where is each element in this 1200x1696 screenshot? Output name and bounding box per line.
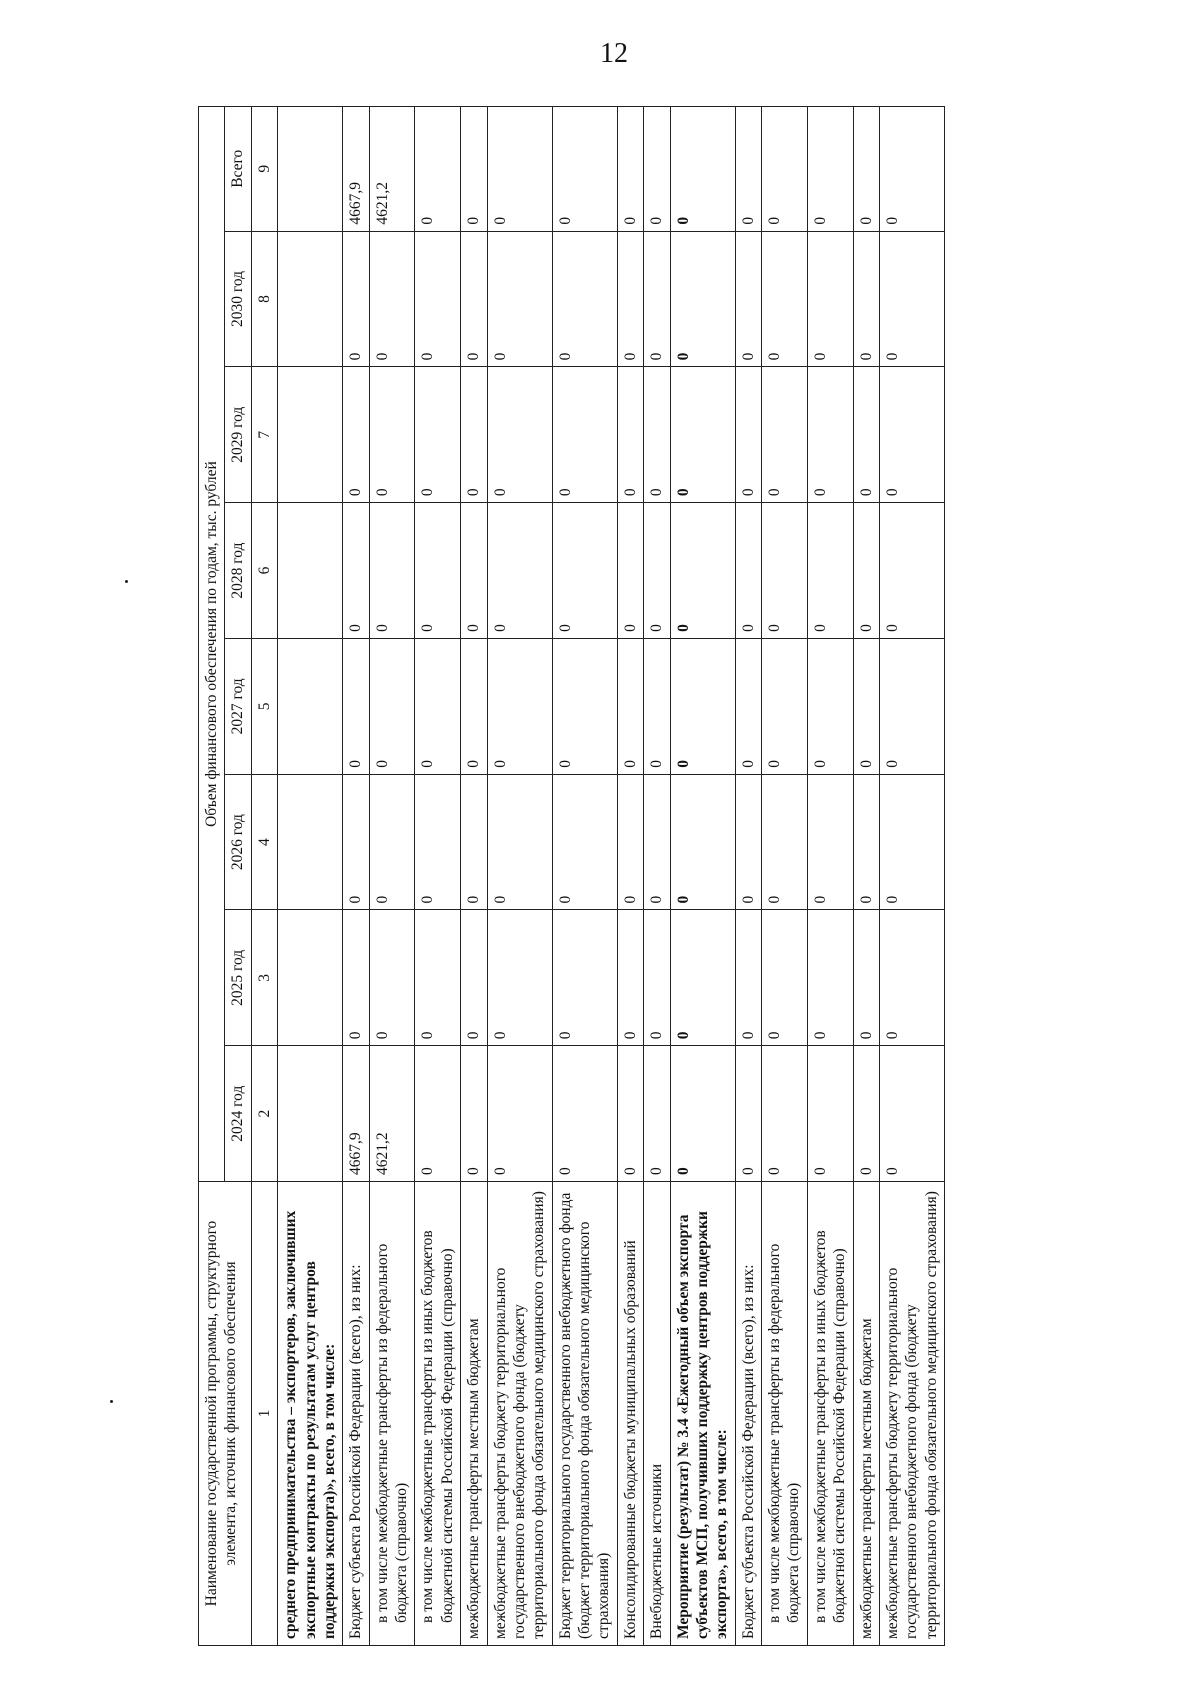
value-cell: 0 bbox=[644, 910, 670, 1046]
header-year-4: 2028 год bbox=[225, 503, 251, 639]
value-cell: 0 bbox=[461, 774, 487, 910]
value-cell: 0 bbox=[415, 503, 461, 639]
row-name-cell: Бюджет субъекта Российской Федерации (всего), из них: bbox=[343, 1182, 369, 1646]
value-cell: 0 bbox=[617, 1046, 643, 1182]
header-column-number: 8 bbox=[251, 231, 277, 367]
value-cell: 0 bbox=[343, 367, 369, 503]
header-column-number: 5 bbox=[251, 638, 277, 774]
value-cell: 0 bbox=[853, 1046, 879, 1182]
value-cell: 4667,9 bbox=[343, 1046, 369, 1182]
value-cell: 0 bbox=[343, 774, 369, 910]
header-year-6: 2030 год bbox=[225, 231, 251, 367]
header-year-2: 2026 год bbox=[225, 774, 251, 910]
landscape-page bbox=[198, 106, 1200, 1646]
value-cell: 0 bbox=[735, 1046, 761, 1182]
value-cell: 0 bbox=[461, 367, 487, 503]
header-column-number: 1 bbox=[251, 1182, 277, 1646]
value-cell: 0 bbox=[735, 107, 761, 232]
value-cell: 0 bbox=[487, 910, 552, 1046]
value-cell: 4621,2 bbox=[369, 107, 415, 232]
value-cell: 0 bbox=[343, 910, 369, 1046]
header-volume: Объем финансового обеспечения по годам, тыс. рублей bbox=[199, 107, 225, 1182]
value-cell: 0 bbox=[415, 774, 461, 910]
value-cell: 4667,9 bbox=[343, 107, 369, 232]
header-name-column: Наименование государственной программы, структурного элемента, источник финансового обеспечения bbox=[199, 1182, 252, 1646]
value-cell: 0 bbox=[853, 503, 879, 639]
row-name-cell: межбюджетные трансферты местным бюджетам bbox=[461, 1182, 487, 1646]
value-cell: 0 bbox=[853, 774, 879, 910]
value-cell: 0 bbox=[343, 503, 369, 639]
table-row bbox=[461, 107, 487, 1646]
value-cell: 0 bbox=[617, 774, 643, 910]
table-row bbox=[552, 107, 617, 1646]
value-cell: 0 bbox=[644, 503, 670, 639]
value-cell: 0 bbox=[670, 231, 735, 367]
value-cell: 0 bbox=[617, 367, 643, 503]
value-cell: 0 bbox=[807, 638, 853, 774]
header-column-number: 7 bbox=[251, 367, 277, 503]
header-column-number: 2 bbox=[251, 1046, 277, 1182]
value-cell bbox=[278, 503, 343, 639]
value-cell: 0 bbox=[853, 367, 879, 503]
value-cell: 0 bbox=[487, 1046, 552, 1182]
value-cell: 0 bbox=[853, 231, 879, 367]
header-year-3: 2027 год bbox=[225, 638, 251, 774]
table-row bbox=[278, 107, 343, 1646]
value-cell: 0 bbox=[670, 367, 735, 503]
value-cell: 0 bbox=[369, 231, 415, 367]
rotated-table-container bbox=[198, 106, 1200, 1646]
row-name-cell: межбюджетные трансферты бюджету территориального государственного внебюджетного фонда (бюджету территориального фонда обязательного медицинского страхования) bbox=[879, 1182, 944, 1646]
value-cell: 0 bbox=[644, 231, 670, 367]
value-cell: 0 bbox=[879, 910, 944, 1046]
value-cell: 0 bbox=[644, 367, 670, 503]
page-number: 12 bbox=[600, 38, 628, 69]
value-cell: 0 bbox=[552, 503, 617, 639]
value-cell: 0 bbox=[617, 107, 643, 232]
value-cell: 0 bbox=[762, 774, 808, 910]
value-cell: 0 bbox=[670, 638, 735, 774]
value-cell: 0 bbox=[762, 910, 808, 1046]
value-cell: 0 bbox=[807, 910, 853, 1046]
header-column-numbers-row bbox=[251, 107, 277, 1646]
value-cell: 0 bbox=[644, 107, 670, 232]
row-name-cell: Консолидированные бюджеты муниципальных образований bbox=[617, 1182, 643, 1646]
scan-speck bbox=[125, 580, 128, 583]
value-cell: 0 bbox=[552, 231, 617, 367]
value-cell: 0 bbox=[670, 910, 735, 1046]
value-cell: 0 bbox=[487, 638, 552, 774]
value-cell: 0 bbox=[807, 503, 853, 639]
value-cell: 0 bbox=[369, 638, 415, 774]
scan-speck bbox=[110, 1400, 113, 1403]
value-cell: 0 bbox=[879, 503, 944, 639]
value-cell: 0 bbox=[461, 638, 487, 774]
row-name-cell: в том числе межбюджетные трансферты из федерального бюджета (справочно) bbox=[369, 1182, 415, 1646]
value-cell: 0 bbox=[415, 638, 461, 774]
header-column-number: 6 bbox=[251, 503, 277, 639]
value-cell: 0 bbox=[879, 638, 944, 774]
table-row bbox=[644, 107, 670, 1646]
table-row bbox=[617, 107, 643, 1646]
value-cell: 0 bbox=[461, 231, 487, 367]
table-row bbox=[369, 107, 415, 1646]
value-cell: 0 bbox=[487, 503, 552, 639]
value-cell: 0 bbox=[487, 231, 552, 367]
value-cell: 0 bbox=[369, 910, 415, 1046]
value-cell: 0 bbox=[461, 503, 487, 639]
value-cell: 0 bbox=[735, 503, 761, 639]
value-cell: 0 bbox=[807, 774, 853, 910]
value-cell: 0 bbox=[853, 107, 879, 232]
table-row bbox=[343, 107, 369, 1646]
value-cell: 0 bbox=[807, 231, 853, 367]
value-cell: 0 bbox=[735, 910, 761, 1046]
value-cell: 0 bbox=[670, 774, 735, 910]
value-cell: 0 bbox=[644, 638, 670, 774]
value-cell: 0 bbox=[735, 367, 761, 503]
value-cell: 0 bbox=[343, 638, 369, 774]
value-cell: 0 bbox=[617, 638, 643, 774]
table-row bbox=[670, 107, 735, 1646]
value-cell: 0 bbox=[735, 231, 761, 367]
value-cell: 0 bbox=[415, 1046, 461, 1182]
value-cell: 0 bbox=[670, 1046, 735, 1182]
value-cell: 0 bbox=[879, 774, 944, 910]
value-cell: 0 bbox=[487, 774, 552, 910]
value-cell: 0 bbox=[369, 774, 415, 910]
row-name-cell: межбюджетные трансферты местным бюджетам bbox=[853, 1182, 879, 1646]
value-cell: 0 bbox=[552, 107, 617, 232]
value-cell: 0 bbox=[807, 107, 853, 232]
value-cell bbox=[278, 1046, 343, 1182]
value-cell bbox=[278, 910, 343, 1046]
value-cell: 0 bbox=[762, 1046, 808, 1182]
value-cell: 0 bbox=[762, 503, 808, 639]
row-name-cell: среднего предпринимательства – экспортеров, заключивших экспортные контракты по результатам услуг центров поддержки экспорта)», всего, в том числе: bbox=[278, 1182, 343, 1646]
value-cell: 0 bbox=[762, 367, 808, 503]
row-name-cell: в том числе межбюджетные трансферты из федерального бюджета (справочно) bbox=[762, 1182, 808, 1646]
row-name-cell: Мероприятие (результат) № 3.4 «Ежегодный объем экспорта субъектов МСП, получивших поддержку центров поддержки экспорта», всего, в том числе: bbox=[670, 1182, 735, 1646]
table-row bbox=[879, 107, 944, 1646]
value-cell: 0 bbox=[670, 107, 735, 232]
row-name-cell: Внебюджетные источники bbox=[644, 1182, 670, 1646]
row-name-cell: Бюджет территориального государственного внебюджетного фонда (бюджет территориального фонда обязательного медицинского страхования) bbox=[552, 1182, 617, 1646]
table-row bbox=[487, 107, 552, 1646]
table-row bbox=[735, 107, 761, 1646]
value-cell: 0 bbox=[369, 367, 415, 503]
value-cell: 0 bbox=[415, 231, 461, 367]
header-column-number: 3 bbox=[251, 910, 277, 1046]
value-cell: 0 bbox=[487, 107, 552, 232]
table-body bbox=[278, 107, 945, 1646]
row-name-cell: в том числе межбюджетные трансферты из иных бюджетов бюджетной системы Российской Федерации (справочно) bbox=[807, 1182, 853, 1646]
value-cell: 0 bbox=[461, 107, 487, 232]
header-year-5: 2029 год bbox=[225, 367, 251, 503]
value-cell: 0 bbox=[762, 231, 808, 367]
value-cell: 0 bbox=[552, 910, 617, 1046]
value-cell: 0 bbox=[552, 774, 617, 910]
header-year-7: Всего bbox=[225, 107, 251, 232]
header-column-number: 4 bbox=[251, 774, 277, 910]
header-year-1: 2025 год bbox=[225, 910, 251, 1046]
value-cell: 0 bbox=[853, 910, 879, 1046]
value-cell bbox=[278, 367, 343, 503]
value-cell: 0 bbox=[415, 107, 461, 232]
value-cell bbox=[278, 231, 343, 367]
value-cell: 0 bbox=[343, 231, 369, 367]
value-cell: 0 bbox=[879, 231, 944, 367]
table-row bbox=[762, 107, 808, 1646]
value-cell: 0 bbox=[369, 503, 415, 639]
table-row bbox=[415, 107, 461, 1646]
value-cell bbox=[278, 638, 343, 774]
value-cell: 0 bbox=[415, 367, 461, 503]
header-column-number: 9 bbox=[251, 107, 277, 232]
value-cell bbox=[278, 774, 343, 910]
value-cell: 0 bbox=[735, 774, 761, 910]
value-cell: 0 bbox=[552, 1046, 617, 1182]
value-cell: 0 bbox=[879, 107, 944, 232]
value-cell: 0 bbox=[735, 638, 761, 774]
value-cell: 0 bbox=[461, 910, 487, 1046]
value-cell: 0 bbox=[853, 638, 879, 774]
value-cell: 0 bbox=[617, 503, 643, 639]
value-cell: 0 bbox=[879, 367, 944, 503]
value-cell: 0 bbox=[644, 1046, 670, 1182]
value-cell: 0 bbox=[762, 638, 808, 774]
header-year-0: 2024 год bbox=[225, 1046, 251, 1182]
value-cell: 0 bbox=[617, 910, 643, 1046]
table-row bbox=[807, 107, 853, 1646]
value-cell: 0 bbox=[644, 774, 670, 910]
row-name-cell: Бюджет субъекта Российской Федерации (всего), из них: bbox=[735, 1182, 761, 1646]
value-cell: 4621,2 bbox=[369, 1046, 415, 1182]
value-cell: 0 bbox=[617, 231, 643, 367]
value-cell: 0 bbox=[461, 1046, 487, 1182]
financing-table bbox=[198, 106, 945, 1646]
row-name-cell: в том числе межбюджетные трансферты из иных бюджетов бюджетной системы Российской Федерации (справочно) bbox=[415, 1182, 461, 1646]
value-cell: 0 bbox=[762, 107, 808, 232]
value-cell: 0 bbox=[552, 638, 617, 774]
value-cell: 0 bbox=[879, 1046, 944, 1182]
value-cell: 0 bbox=[670, 503, 735, 639]
value-cell: 0 bbox=[415, 910, 461, 1046]
row-name-cell: межбюджетные трансферты бюджету территориального государственного внебюджетного фонда (бюджету территориального фонда обязательного медицинского страхования) bbox=[487, 1182, 552, 1646]
value-cell: 0 bbox=[487, 367, 552, 503]
value-cell: 0 bbox=[807, 367, 853, 503]
value-cell bbox=[278, 107, 343, 232]
value-cell: 0 bbox=[552, 367, 617, 503]
table-header bbox=[199, 107, 278, 1646]
table-row bbox=[853, 107, 879, 1646]
value-cell: 0 bbox=[807, 1046, 853, 1182]
